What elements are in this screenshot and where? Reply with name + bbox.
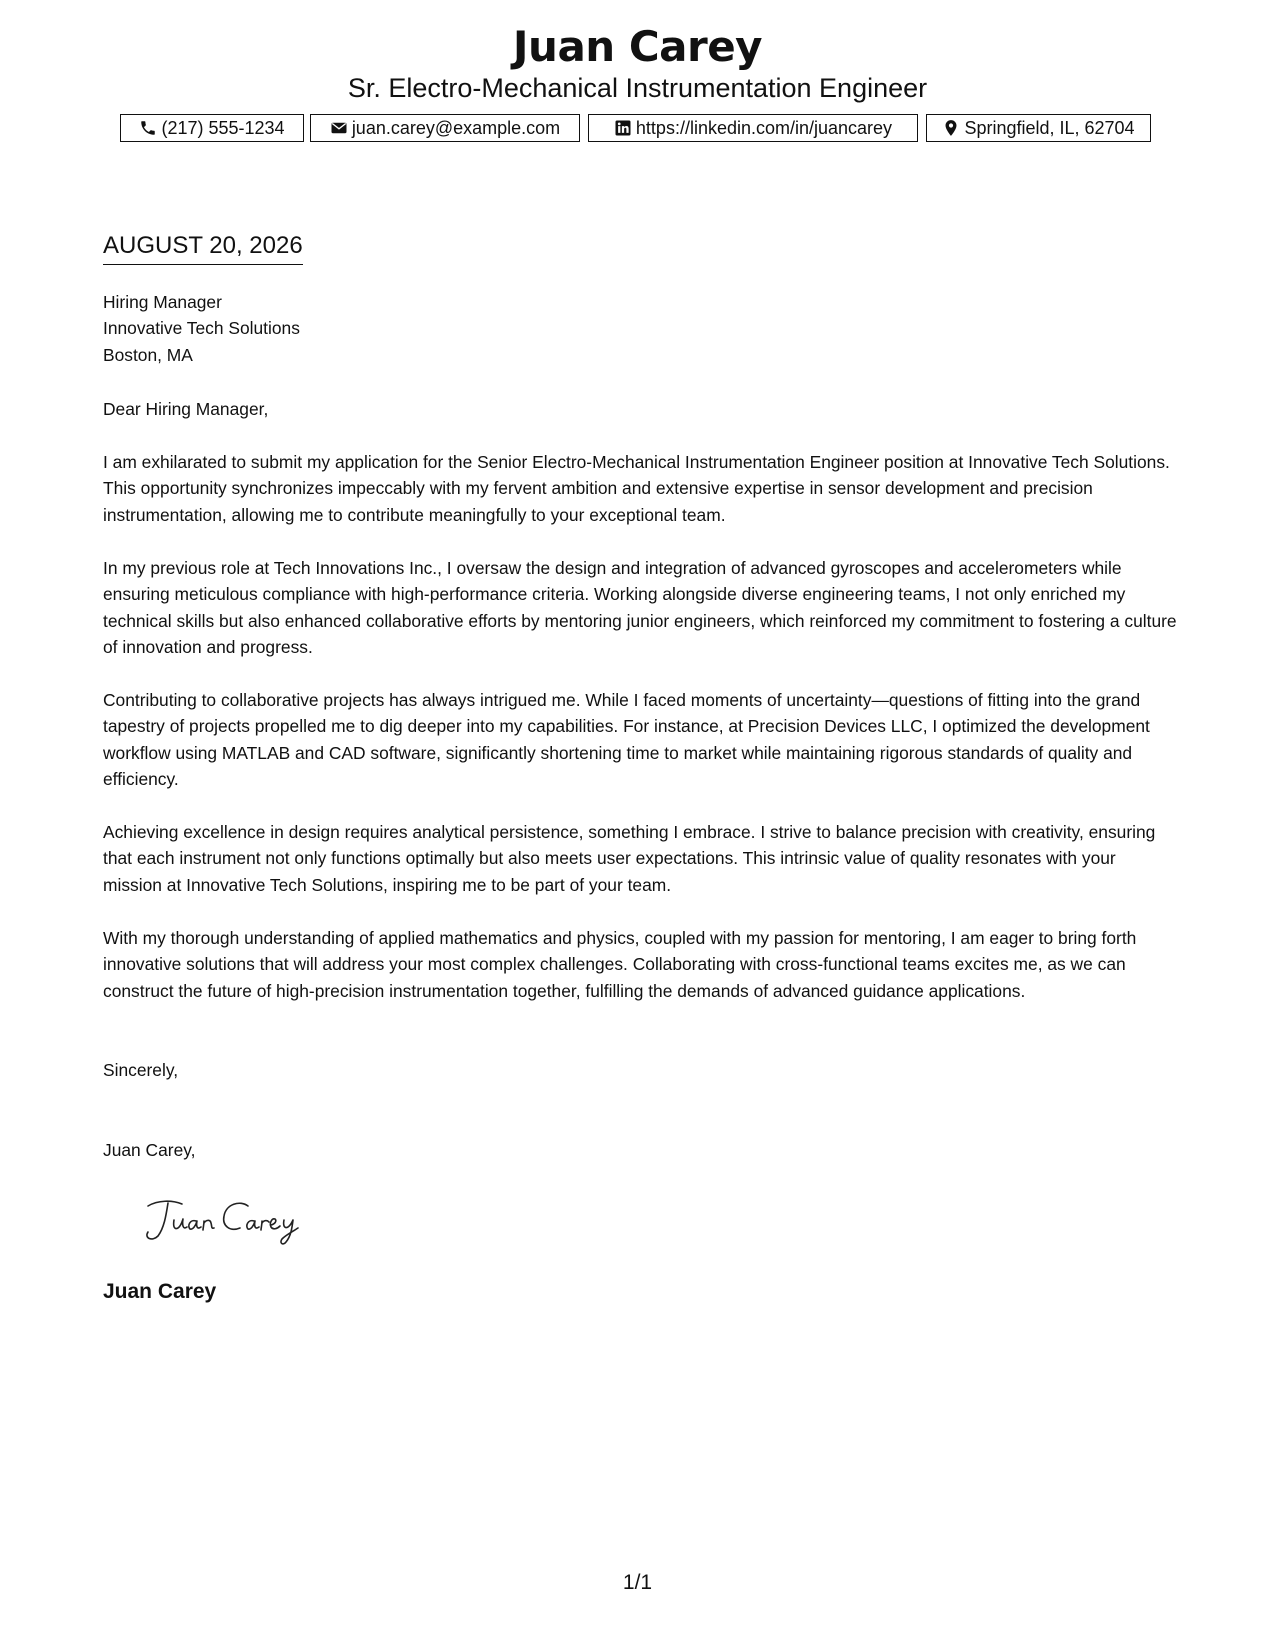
linkedin-icon [614, 119, 632, 137]
signer-name: Juan Carey, [103, 1140, 196, 1160]
printed-name: Juan Carey [103, 1280, 217, 1303]
body-paragraph: I am exhilarated to submit my application for the Senior Electro-Mechanical Instrumentation Engineer position at Innovative Tech Solutions. This opportunity synchronizes impeccably with my fervent ambition and extensive expertise in sensor development and precision instrumentation, allowing me to contribute meaningfully to your exceptional team. [103, 452, 1170, 525]
body-paragraph: In my previous role at Tech Innovations Inc., I oversaw the design and integration of advanced gyroscopes and accelerometers while ensuring meticulous compliance with high-performance criteria. Working alongside diverse engineering teams, I not only enriched my technical skills but also enhanced collaborative efforts by mentoring junior engineers, which reinforced my commitment to fostering a culture of innovation and progress. [103, 558, 1177, 658]
body-paragraph: Contributing to collaborative projects has always intrigued me. While I faced moments of uncertainty—questions of fitting into the grand tapestry of projects propelled me to dig deeper into my capabilities. For instance, at Precision Devices LLC, I optimized the development workflow using MATLAB and CAD software, significantly shortening time to market while maintaining rigorous standards of quality and efficiency. [103, 690, 1150, 790]
contact-phone[interactable] [120, 114, 304, 142]
recipient-line: Hiring Manager [103, 292, 222, 312]
contact-linkedin[interactable] [588, 114, 918, 142]
phone-icon [139, 119, 157, 137]
handwritten-signature [138, 1192, 328, 1250]
recipient-line: Boston, MA [103, 344, 193, 365]
letter-date: AUGUST 20, 2026 [103, 231, 303, 265]
closing: Sincerely, [103, 1060, 179, 1080]
contact-location-text: Springfield, IL, 62704 [964, 117, 1135, 138]
recipient-line: Innovative Tech Solutions [103, 318, 300, 339]
body-paragraph: Achieving excellence in design requires analytical persistence, something I embrace. I strive to balance precision with creativity, ensuring that each instrument not only functions optimally but also meets user expectations. This intrinsic value of quality resonates with your mission at Innovative Tech Solutions, inspiring me to be part of your team. [103, 822, 1156, 895]
contact-location [926, 114, 1151, 142]
applicant-name: Juan Carey [512, 22, 763, 71]
map-marker-icon [942, 119, 960, 137]
recipient-block [103, 289, 1178, 368]
body-paragraph: With my thorough understanding of applied mathematics and physics, coupled with my passion for mentoring, I am eager to bring forth innovative solutions that will address your most complex challenges. Collaborating with cross-functional teams excites me, as we can construct the future of high-precision instrumentation together, fulfilling the demands of advanced guidance applications. [103, 928, 1137, 1001]
contact-email-text: juan.carey@example.com [351, 117, 561, 138]
page-number: 1/1 [622, 1571, 653, 1594]
salutation: Dear Hiring Manager, [103, 399, 269, 419]
contact-linkedin-text: https://linkedin.com/in/juancarey [635, 117, 893, 138]
letter-header [0, 22, 1275, 104]
applicant-title: Sr. Electro-Mechanical Instrumentation Engineer [347, 73, 928, 103]
contact-email[interactable] [310, 114, 580, 142]
envelope-icon [330, 119, 348, 137]
contact-phone-text: (217) 555-1234 [161, 117, 285, 138]
contact-bar [0, 114, 1275, 144]
